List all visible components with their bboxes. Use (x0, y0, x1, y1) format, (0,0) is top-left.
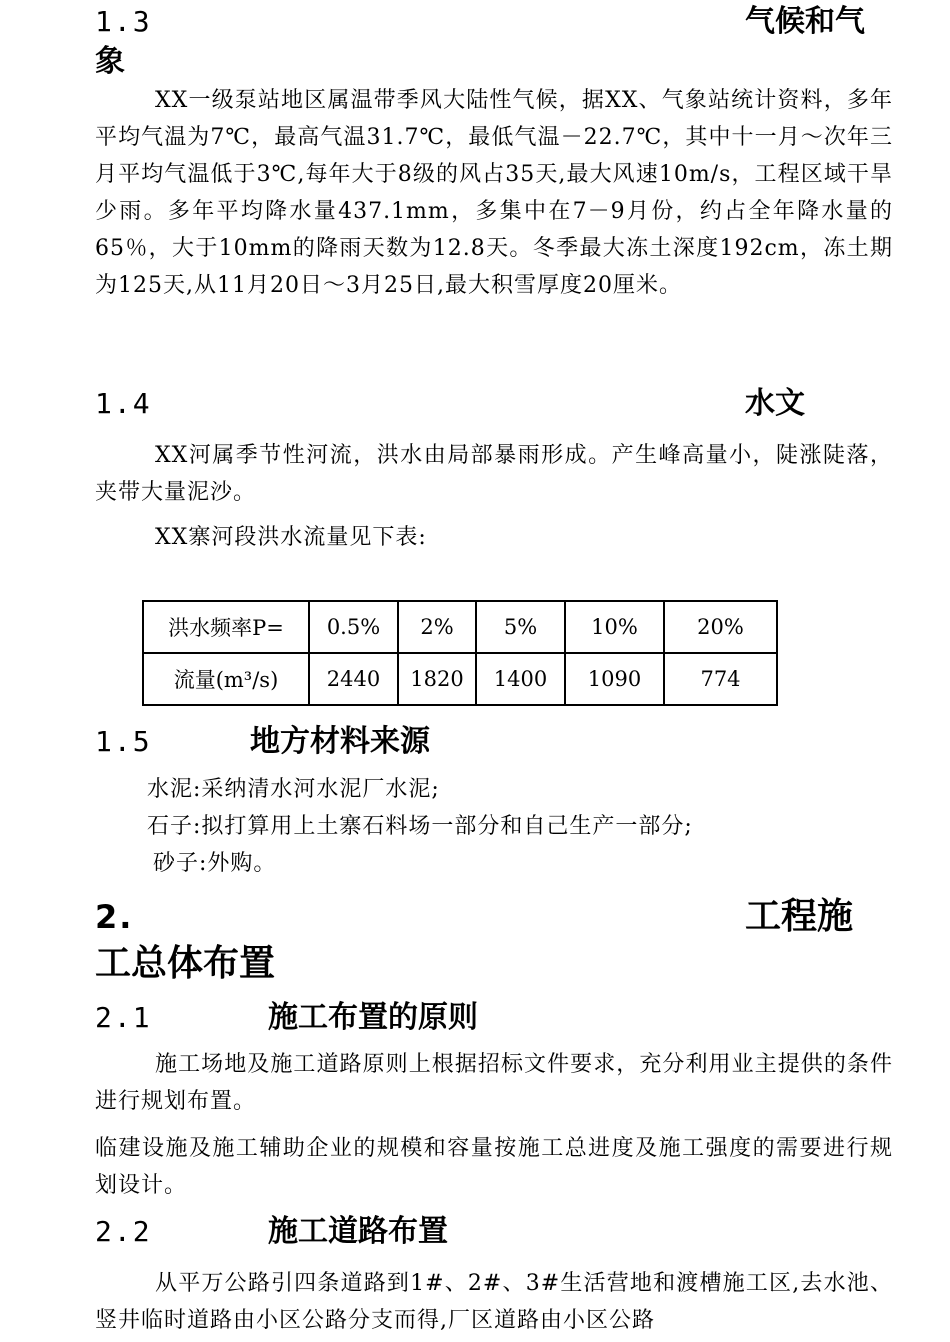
table-cell-label: 流量(m³/s) (143, 653, 309, 705)
heading-1-4 (95, 384, 895, 424)
climate-paragraph: XX一级泵站地区属温带季风大陆性气候，据XX、气象站统计资料，多年平均气温为7℃，最高气温31.7℃，最低气温－22.7℃，其中十一月～次年三月平均气温低于3℃,每年大于8级的风占35天,最大风速10m/s，工程区域干旱少雨。多年平均降水量437.1mm，多集中在7－9月份，约占全年降水量的65％，大于10mm的降雨天数为12.8天。冬季最大冻土深度192cm，冻土期为125天,从11月20日～3月25日,最大积雪厚度20厘米。 (95, 88, 893, 298)
principle-paragraph: 临建设施及施工辅助企业的规模和容量按施工总进度及施工强度的需要进行规划设计。 (95, 1136, 893, 1198)
table-cell: 2% (398, 601, 476, 653)
table-cell: 2440 (309, 653, 398, 705)
heading-1-5 (95, 722, 895, 762)
table-cell: 10% (565, 601, 664, 653)
table-cell: 774 (664, 653, 777, 705)
table-cell: 1400 (476, 653, 565, 705)
heading-2-1 (95, 998, 895, 1038)
heading-title-wrap: 象 (95, 44, 125, 79)
heading-title: 工程施 (745, 896, 854, 937)
heading-number: 1.4 (95, 387, 152, 420)
heading-2-2 (95, 1212, 895, 1252)
heading-1-3 (95, 2, 895, 42)
table-cell-label: 洪水频率P= (143, 601, 309, 653)
material-item: 水泥:采纳清水河水泥厂水泥; (147, 777, 440, 802)
heading-number: 2. (95, 898, 134, 936)
flood-flow-table (142, 600, 778, 706)
table-row (143, 601, 777, 653)
table-cell: 5% (476, 601, 565, 653)
heading-title-wrap: 工总体布置 (95, 943, 276, 984)
heading-2 (95, 894, 895, 940)
material-item: 石子:拟打算用上土寨石料场一部分和自己生产一部分; (147, 814, 693, 839)
table-cell: 0.5% (309, 601, 398, 653)
table-cell: 1820 (398, 653, 476, 705)
heading-number: 1.5 (95, 725, 152, 758)
heading-number: 1.3 (95, 5, 152, 38)
hydrology-paragraph: XX河属季节性河流，洪水由局部暴雨形成。产生峰高量小，陡涨陡落，夹带大量泥沙。 (95, 443, 893, 505)
heading-title: 气候和气 (745, 4, 865, 39)
heading-title: 水文 (745, 386, 805, 421)
heading-title: 地方材料来源 (250, 724, 430, 759)
material-item: 砂子:外购。 (153, 851, 277, 876)
table-cell: 1090 (565, 653, 664, 705)
principle-paragraph: 施工场地及施工道路原则上根据招标文件要求，充分利用业主提供的条件进行规划布置。 (95, 1052, 893, 1114)
table-cell: 20% (664, 601, 777, 653)
table-intro-paragraph: XX寨河段洪水流量见下表: (155, 525, 427, 550)
heading-title: 施工布置的原则 (268, 1000, 478, 1035)
heading-number: 2.1 (95, 1001, 152, 1034)
road-paragraph: 从平万公路引四条道路到1#、2#、3#生活营地和渡槽施工区,去水池、竖井临时道路由小区公路分支而得,厂区道路由小区公路 (95, 1271, 893, 1333)
table-row (143, 653, 777, 705)
heading-title: 施工道路布置 (268, 1214, 448, 1249)
heading-number: 2.2 (95, 1215, 152, 1248)
